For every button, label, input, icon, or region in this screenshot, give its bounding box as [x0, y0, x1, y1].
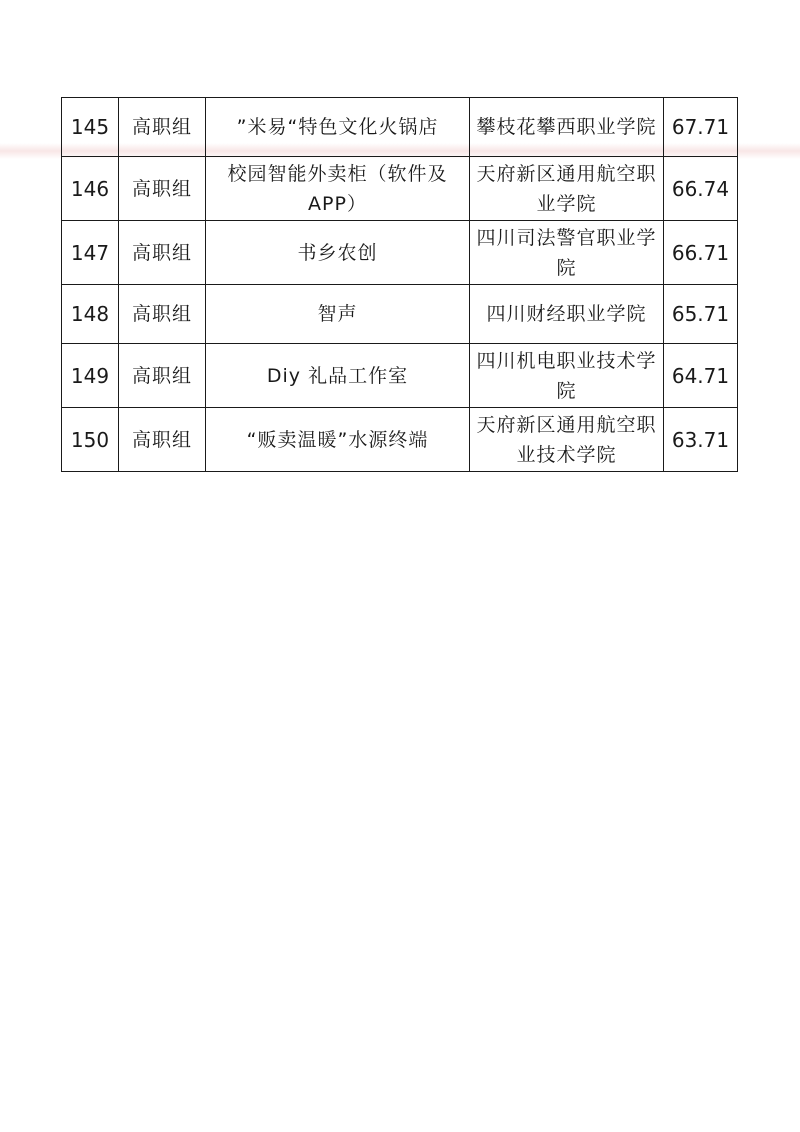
table-row: [62, 408, 738, 472]
row-project: 智声: [206, 285, 470, 344]
table-row: [62, 344, 738, 408]
row-score: 66.71: [664, 221, 738, 285]
row-score: 67.71: [664, 98, 738, 157]
row-score: 66.74: [664, 157, 738, 221]
row-number: 145: [62, 98, 119, 157]
table-row: [62, 98, 738, 157]
row-group: 高职组: [119, 221, 206, 285]
row-score: 64.71: [664, 344, 738, 408]
row-project: 校园智能外卖柜（软件及APP）: [206, 157, 470, 221]
row-school: 天府新区通用航空职业技术学院: [470, 408, 664, 472]
row-number: 149: [62, 344, 119, 408]
row-project: Diy 礼品工作室: [206, 344, 470, 408]
row-school: 四川财经职业学院: [470, 285, 664, 344]
results-table-container: [61, 97, 737, 472]
row-number: 148: [62, 285, 119, 344]
row-score: 65.71: [664, 285, 738, 344]
row-group: 高职组: [119, 344, 206, 408]
row-project: “贩卖温暖”水源终端: [206, 408, 470, 472]
row-score: 63.71: [664, 408, 738, 472]
row-group: 高职组: [119, 157, 206, 221]
table-row: [62, 157, 738, 221]
row-group: 高职组: [119, 98, 206, 157]
row-number: 146: [62, 157, 119, 221]
table-row: [62, 221, 738, 285]
row-school: 天府新区通用航空职业学院: [470, 157, 664, 221]
row-group: 高职组: [119, 285, 206, 344]
row-project: 书乡农创: [206, 221, 470, 285]
row-number: 147: [62, 221, 119, 285]
row-school: 四川机电职业技术学院: [470, 344, 664, 408]
results-table: [61, 97, 738, 472]
row-school: 攀枝花攀西职业学院: [470, 98, 664, 157]
row-number: 150: [62, 408, 119, 472]
row-group: 高职组: [119, 408, 206, 472]
row-school: 四川司法警官职业学院: [470, 221, 664, 285]
table-row: [62, 285, 738, 344]
row-project: ”米易“特色文化火锅店: [206, 98, 470, 157]
